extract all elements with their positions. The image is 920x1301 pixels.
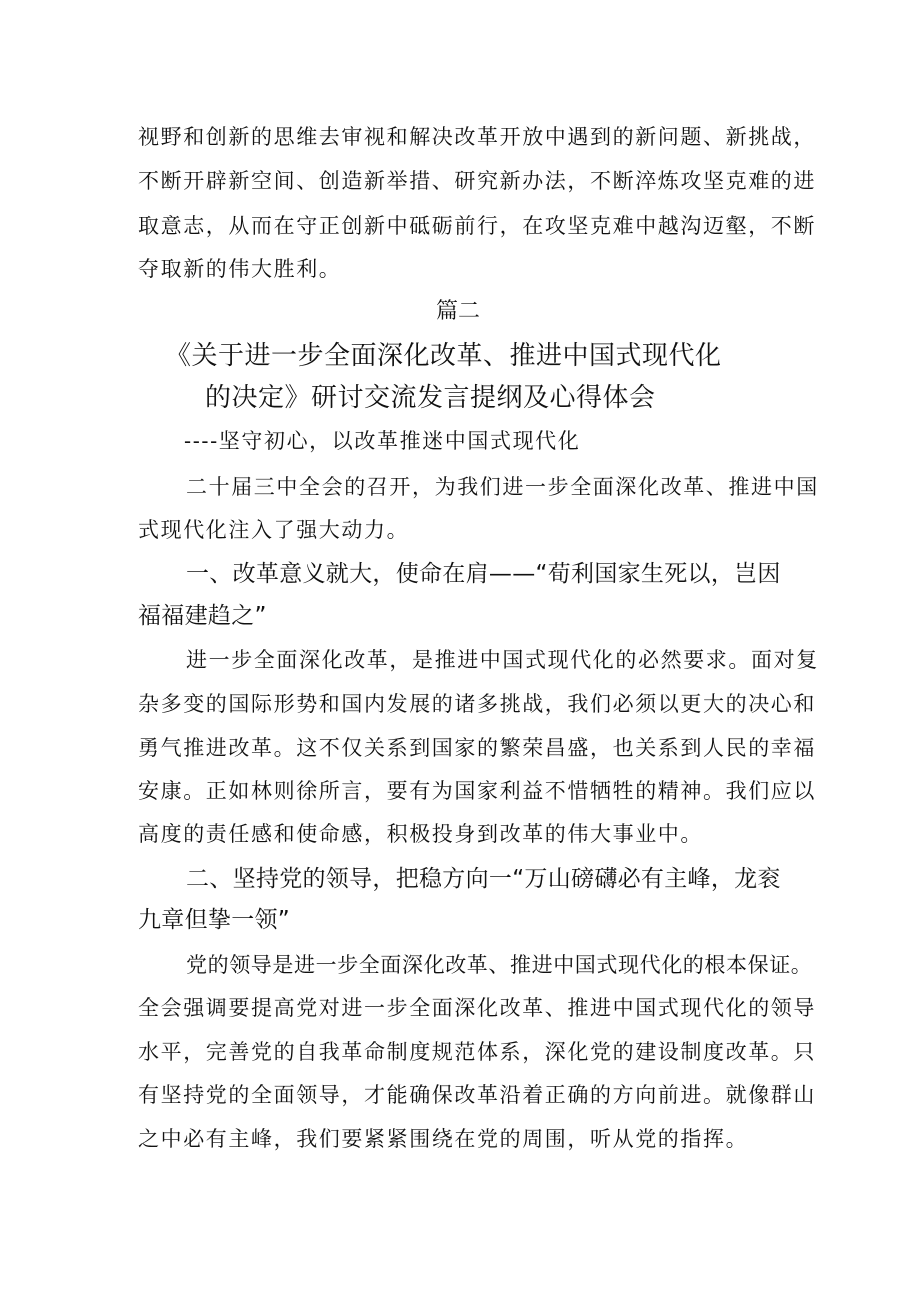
section-one-heading-line-1: 一、改革意义就大，使命在肩——“荀利国家生死以，岂因 — [186, 561, 781, 587]
section-one-line-2: 杂多变的国际形势和国内发展的诸多挑战，我们必须以更大的决心和 — [138, 692, 816, 716]
section-two-line-4: 有坚持党的全面领导，才能确保改革沿着正确的方向前进。就像群山 — [138, 1083, 816, 1107]
intro-line-2: 不断开辟新空间、创造新举措、研究新办法，不断淬炼攻坚克难的进 — [138, 169, 816, 193]
section-label: 篇二 — [436, 299, 481, 324]
document-title-line-1: 《关于进一步全面深化改革、推进中国式现代化 — [165, 341, 722, 371]
section-one-heading-line-2: 福福建趋之” — [138, 603, 267, 629]
opening-line-1: 二十届三中全会的召开，为我们进一步全面深化改革、推进中国 — [186, 475, 819, 499]
document-title-line-2: 的决定》研讨交流发言提纲及心得体会 — [205, 383, 656, 413]
intro-line-4: 夺取新的伟大胜利。 — [138, 257, 342, 281]
section-two-heading-line-1: 二、坚持党的领导，把稳方向一“万山磅礴必有主峰，龙衮 — [186, 866, 781, 892]
section-two-heading-line-2: 九章但挚一领” — [138, 907, 291, 933]
intro-line-1: 视野和创新的思维去审视和解决改革开放中遇到的新问题、新挑战， — [138, 125, 816, 149]
section-two-line-1: 党的领导是进一步全面深化改革、推进中国式现代化的根本保证。 — [186, 953, 813, 977]
section-two-line-2: 全会强调要提高党对进一步全面深化改革、推进中国式现代化的领导 — [138, 996, 816, 1020]
section-one-line-4: 安康。正如林则徐所言，要有为国家利益不惜牺牲的精神。我们应以 — [138, 779, 816, 803]
section-two-line-3: 水平，完善党的自我革命制度规范体系，深化党的建设制度改革。只 — [138, 1040, 816, 1064]
document-subtitle: ----坚守初心，以改革推迷中国式现代化 — [184, 429, 581, 453]
intro-line-3: 取意志，从而在守正创新中砥砺前行，在攻坚克难中越沟迈壑，不断 — [138, 214, 816, 238]
section-one-line-3: 勇气推进改革。这不仅关系到国家的繁荣昌盛，也关系到人民的幸福 — [138, 736, 816, 760]
section-two-line-5: 之中必有主峰，我们要紧紧围绕在党的周围，听从党的指挥。 — [138, 1127, 749, 1151]
section-one-line-5: 高度的责任感和使命感，积极投身到改革的伟大事业中。 — [138, 822, 703, 846]
opening-line-2: 式现代化注入了强大动力。 — [138, 518, 410, 542]
section-one-line-1: 进一步全面深化改革，是推进中国式现代化的必然要求。面对复 — [186, 648, 819, 672]
